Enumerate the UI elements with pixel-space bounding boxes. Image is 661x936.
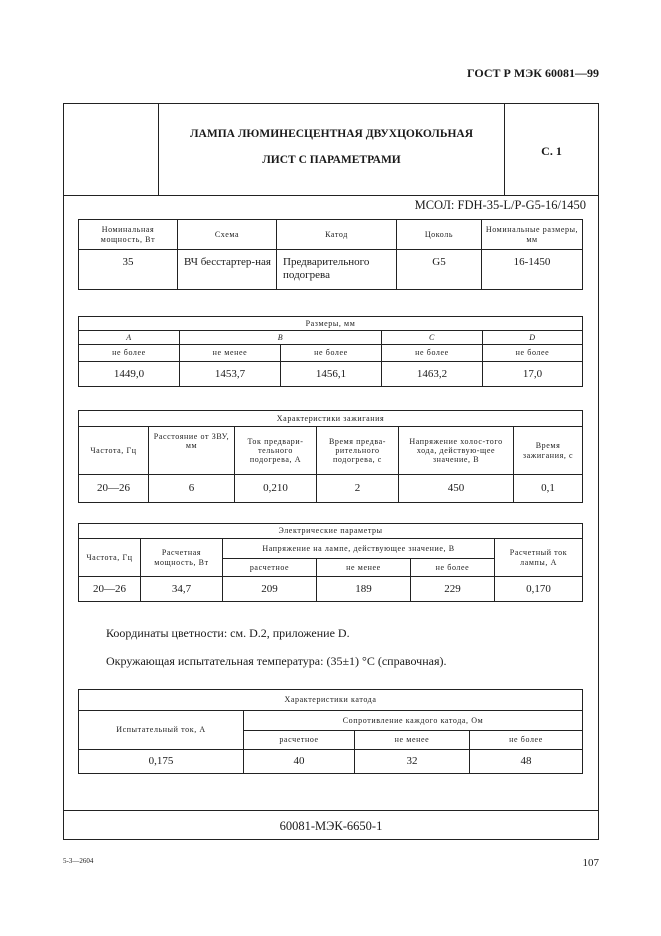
ign-value: 20—26 — [79, 475, 149, 503]
document-standard-code: ГОСТ Р МЭК 60081—99 — [467, 66, 599, 80]
el-header-frequency: Частота, Гц — [79, 539, 141, 577]
lamp-type-table — [78, 219, 583, 290]
ignition-table — [78, 410, 583, 503]
cath-value: 0,175 — [79, 750, 244, 774]
cath-header-resistance: Сопротивление каждого катода, Ом — [244, 711, 583, 731]
ign-value: 2 — [317, 475, 399, 503]
el-value: 209 — [223, 577, 317, 602]
dim-limit: не менее — [180, 345, 281, 362]
dim-value: 1449,0 — [79, 362, 180, 387]
value-cathode: Предварительного подогрева — [277, 250, 397, 290]
el-value: 0,170 — [495, 577, 583, 602]
test-temperature-note: Окружающая испытательная температура: (35±1) °С (справочная). — [106, 654, 447, 668]
ign-header: Расстояние от ЗВУ, мм — [149, 427, 235, 475]
ign-header: Время предва-рительного подогрева, с — [317, 427, 399, 475]
ign-value: 6 — [149, 475, 235, 503]
cathode-table — [78, 689, 583, 774]
dim-limit: не более — [281, 345, 382, 362]
dim-letter-a: A — [79, 331, 180, 345]
dim-limit: не более — [483, 345, 583, 362]
mcol-designation: МСОЛ: FDH-35-L/P-G5-16/1450 — [414, 198, 586, 212]
cathode-title: Характеристики катода — [79, 690, 583, 711]
header-cathode: Катод — [277, 220, 397, 250]
header-power: Номинальная мощность, Вт — [79, 220, 178, 250]
cath-header-test-current: Испытательный ток, А — [79, 711, 244, 750]
ignition-title: Характеристики зажигания — [79, 411, 583, 427]
cath-value: 32 — [355, 750, 470, 774]
dim-value: 17,0 — [483, 362, 583, 387]
dim-limit: не более — [79, 345, 180, 362]
header-cap: Цоколь — [397, 220, 482, 250]
value-circuit: ВЧ бесстартер-ная — [178, 250, 277, 290]
el-header-current: Расчетный ток лампы, А — [495, 539, 583, 577]
value-nominal-sizes: 16-1450 — [482, 250, 583, 290]
cath-sub-header: не более — [470, 731, 583, 750]
cath-value: 48 — [470, 750, 583, 774]
dim-value: 1456,1 — [281, 362, 382, 387]
electrical-title: Электрические параметры — [79, 524, 583, 539]
el-value: 34,7 — [141, 577, 223, 602]
title-block-left-cell — [64, 104, 159, 195]
value-power: 35 — [79, 250, 178, 290]
el-value: 229 — [411, 577, 495, 602]
el-value: 20—26 — [79, 577, 141, 602]
el-sub-header: расчетное — [223, 559, 317, 577]
dim-letter-b: B — [180, 331, 382, 345]
el-value: 189 — [317, 577, 411, 602]
title-block — [63, 103, 599, 196]
ign-header: Частота, Гц — [79, 427, 149, 475]
dimensions-title: Размеры, мм — [79, 317, 583, 331]
dim-letter-c: C — [382, 331, 483, 345]
ign-value: 0,1 — [514, 475, 583, 503]
value-cap: G5 — [397, 250, 482, 290]
header-nominal-sizes: Номинальные размеры, мм — [482, 220, 583, 250]
dim-limit: не более — [382, 345, 483, 362]
sheet-subtitle: ЛИСТ С ПАРАМЕТРАМИ — [262, 154, 401, 166]
el-sub-header: не более — [411, 559, 495, 577]
cath-sub-header: расчетное — [244, 731, 355, 750]
cath-sub-header: не менее — [355, 731, 470, 750]
electrical-table — [78, 523, 583, 602]
chromaticity-note: Координаты цветности: см. D.2, приложение D. — [106, 626, 350, 640]
print-mark: 5-3—2604 — [63, 857, 94, 865]
page-number: 107 — [582, 857, 599, 869]
dim-value: 1453,7 — [180, 362, 281, 387]
sheet-title: ЛАМПА ЛЮМИНЕСЦЕНТНАЯ ДВУХЦОКОЛЬНАЯ — [189, 128, 474, 140]
ign-header: Напряжение холос-того хода, действую-щее значение, В — [399, 427, 514, 475]
sheet-page-label: С. 1 — [541, 144, 562, 158]
ign-value: 450 — [399, 475, 514, 503]
el-header-power: Расчетная мощность, Вт — [141, 539, 223, 577]
cath-value: 40 — [244, 750, 355, 774]
header-circuit: Схема — [178, 220, 277, 250]
sheet-code: 60081-МЭК-6650-1 — [63, 810, 599, 840]
dim-value: 1463,2 — [382, 362, 483, 387]
el-sub-header: не менее — [317, 559, 411, 577]
ign-header: Время зажигания, с — [514, 427, 583, 475]
ign-header: Ток предвари-тельного подогрева, А — [235, 427, 317, 475]
ign-value: 0,210 — [235, 475, 317, 503]
dimensions-table — [78, 316, 583, 387]
dim-letter-d: D — [483, 331, 583, 345]
el-header-voltage: Напряжение на лампе, действующее значение, В — [223, 539, 495, 559]
